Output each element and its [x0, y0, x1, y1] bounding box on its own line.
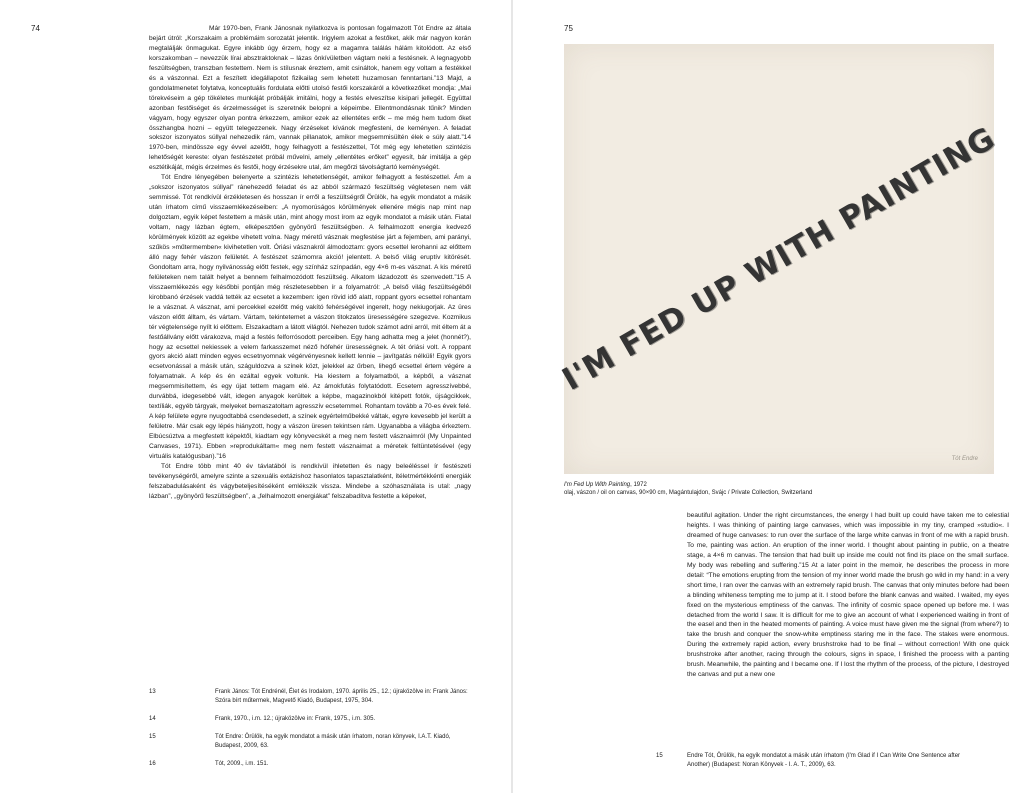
footnote-number: 16 [149, 761, 156, 767]
footnote-number: 15 [149, 734, 156, 740]
left-page [0, 0, 511, 793]
right-page [513, 0, 1024, 793]
footnote-number: 15 [656, 753, 663, 759]
left-body-text [149, 24, 471, 672]
caption-title: I'm Fed Up With Painting [564, 482, 631, 488]
artwork-caption [564, 481, 1004, 497]
footnote-text: Tót Endre: Örülök, ha egyik mondatot a másik után írhatom, noran könyvek, I.A.T. Kiadó, Budapest, 2009, 63. [215, 734, 451, 749]
right-page-number: 75 [564, 24, 573, 33]
footnote [149, 760, 489, 770]
paragraph: Tót Endre lényegében belenyerte a szintézis lehetetlenségét, amikor felhagyott a festészettel. Ám a „sokszor iszonyatos súllyal” ránehezedő feladat és az abból származó feszültség végletesen nem vált semmissé. Tót rendkívül érzékletesen és hosszan ír erről a feszültségről Örülök, ha egyik mondatot a másik után írhatom című visszaemlékezéseiben: „A nyomorúságos körülmények ellenére mégis nap mint nap dolgoztam, egyik képet festettem a másik után, mint ahogy most írom az egyik mondatot a másik után. Fiatal voltam, nagy lázban égtem, elképesztően gyönyörű feszültségben. A felhalmozott energia kedvező körülmények között az egekbe vihetett volna. Nagy méretű vásznak megfestése járt a fejemben, ami parányi, szűkös »műtermemben« kivihetetlen volt. Óriási vásznakról álmodoztam: gyors ecsettel lerohanni az előttem álló nagy fehér vászon felületét. A festészet számomra akció! jelentett. A belső világ eruptív kitörését. Gondoltam arra, hogy nyilvánosság előtt festek, egy színház színpadán, egy 4×6 m-es vásznat. A kis méretű felületeken nem talált helyet a bennem felhalmozódott feszültség. Alkatom lázadozott és szenvedett.”15 A visszaemlékezés egy későbbi pontján még részletesebben ír a folyamatról: „A belső világ feszültségéből kirobbanó érzések vaddá tették az ecsetet a kezemben: igen rövid idő alatt, roppant gyors ecsettel rohantam le a vásznat. A vásznat, ami percekkel ezelőtt még vakító fehérségével ingerelt, hogy nekiugorjak. Az üres vászon előtt álltam, és vártam. Vártam, tekintetemet a vászon titokzatos üresességére szegezve. Kozmikus tér végtelensége nyílt ki előttem. Elszakadtam a látott világtól. Nehezen tudok számot adni arról, mit éltem át a festőállvány előtt várakozva, majd a festés felforrósodott perceiben. Egy hang adhatta meg a jelet (honnét?), hogy az ecsettel nekiessek a velem farkasszemet néző hófehér üresességnek. A tét óriási volt. A roppant gyors akció alatt minden egyes ecsetnyomnak végérvényesnek kellett lennie – javítgatás nélküli! Egyik gyors ecsetvonással a másik után, száguldozva a színek közt, jelekkel az űrben, lihegő ecsettel értem végére a folyamatnak. A kép és én ezáltal egyek voltunk. Ha kiestem a folyamatból, a képből, a vásznat megsemmisítettem, és egy újat tettem magam elé. Az ámokfutás folytatódott. Ecsetem agresszívebbé, durvábbá, idegesebbé vált, idegen anyagok kerültek a képbe, magazinokból kitépett fotók, újságcikkek, textíliák, egyéb tárgyak, melyeket bemaszatoltam agresszív ecsetemmel. Rohantam tovább a 70-es évek felé. A kép felülete egyre nyugodtabbá csendesedett, a színek egyértelműbekké váltak, egyre kevesebb jel került a felületre. Már csak egy lépés hiányzott, hogy a vászon üresen tekintsen rám. Ugyanabba a világba érkeztem. Elbúcsúztva a megfestett képektől, kiadtam egy könyvecskét a meg nem festett vásznaimról (My Unpainted Canvases, 1971). Ebben »reprodukáltam« meg nem festett vásznaimat a méretek feltüntetésével (egy virtuális katalógusban).”16 [149, 174, 471, 460]
artwork-inscription: I'M FED UP WITH PAINTING [556, 120, 1002, 398]
paragraph: Már 1970-ben, Frank Jánosnak nyilatkozva is pontosan fogalmazott Tót Endre az általa bejárt útról: „Korszakaim a problémáim sorozatát jelentik. Irigylem azokat a festőket, akik már nagyon korán megtalálják önmagukat. Egyre inkább úgy érzem, hogy ez a magamra találás hálám kitolódott. Az első korszakomban – nevezzük lírai absztraktoknak – lázas önkívületben vágtam neki a festésnek. A legnagyobb feszültségben, transzban festettem. Nem is stílusnak éreztem, amit csináltok, hanem egy voltam a festékkel és a vászonnal. Ezt a feszített idegállapotot fizikailag sem lehetett huzamosan fenntartani.”13 Majd, a gondolatmenetet folytatva, konceptuális fordulata előtti utolsó festői korszakáról a következőket mondja: „Mai törekvéseim a gép tökéletes munkáját próbálják imitálni, hogy a festés elveszítse kisipari jellegét. Együttal azonban festőiséget és érzelmességet is szeretnék belopni a képeimbe. Ellentmondásnak tűnik? Minden vágyam, hogy egyszer olyan pontra érkezzem, amikor ezek az ellentétes erők – me még hem tudom őket összhangba hozni – együtt telegezzenek. Nagy érzéseket kívánok megfesteni, de keményen. A feladat sokszor iszonyatos súllyal nehezedik rám, vannak pillanatok, amikor megsemmisültén élek e súly alatt.”14 1970-ben, mindössze egy évvel azelőtt, hogy felhagyott a festészettel, Tót még egy lehetetlen szintézis lehetőségét kereste: olyan festészetet próbál művelni, amely „ellentétes erőket” egyesít, bár imitálja a gép esztétikáját, mégis érzelmes és festői, hogy érzésekre utal, ám megőrzi távolságtartó keménységét. [149, 25, 471, 172]
footnote-text: Frank, 1970., i.m. 12.; újraközölve in: Frank, 1975., i.m. 305. [215, 716, 376, 722]
footnote-text: Endre Tót, Örülök, ha egyik mondatot a másik után írhatom (I'm Glad if I Can Write One Sentence after Another) (Budapest: Noran Könyvek - I. A. T., 2009), 63. [687, 753, 961, 768]
footnote [149, 688, 489, 708]
caption-year: , 1972 [630, 482, 647, 488]
paragraph: Tót Endre több mint 40 év távlatából is rendkívül ihletetten és nagy beleéléssel ír festészeti tevékenységéről, amelyre szinte a szexuális extázishoz hasonlatos tapasztalatként, ítéletmértékkénti energiák felszabadulásaként és vágybeteljesítéséként emlékszik vissza. Mindebe a szóhasználata is utal: „nagy lázban”, „gyönyörű feszültségben”, a „felhalmozott energiákat” felszabadítva festette a képeket, [149, 462, 471, 500]
footnote [149, 733, 489, 753]
right-body-text [687, 511, 1009, 767]
footnote [656, 752, 996, 772]
footnote [149, 715, 489, 725]
paragraph: beautiful agitation. Under the right circumstances, the energy I had built up could have taken me to celestial heights. I was thinking of painting large canvases, which was impossible in my tiny, cramped »studio«. I dreamed of huge canvases: to run over the surface of the large white canvas in front of me with a rapid brush. To me, painting was action. An eruption of the inner world. I thought about painting in public, on a theatre stage, a 4×6 m canvas. The tension that had built up inside me could not find its place on the small surface. My body was rebelling and suffering.”15 At a later point in the memoir, he describes the process in more detail: “The emotions erupting from the tension of my inner world made the brush go wild in my hand: in a very short time, I ran over the canvas with an extremely rapid brush. The canvas that only minutes before had been a blinding whiteness tempting me to jump at it. I stood before the blank canvas and waited. I waited, my eyes fixed on the mysterious emptiness of the canvas. The infinity of cosmic space opened up before me. I was detached from the world I saw. It is difficult for me to give an account of what I experienced waiting in front of the easel and then in the heated moments of painting. A voice must have given me the signal (from where?) to take the brush and conquer the snow-white emptiness staring me in the face. The stakes were enormous. During the extremely rapid action, every brushstroke had to be final – without correction! With one quick brushstroke after another, racing through the colours, signs in space, I finished the process with a panting brush. Meanwhile, the painting and I became one. If I lost the rhythm of the process, of the picture, I destroyed the canvas and put a new one [687, 512, 1009, 679]
footnote-number: 13 [149, 689, 156, 695]
artwork-image [556, 44, 1002, 474]
footnote-text: Tót, 2009., i.m. 151. [215, 761, 269, 767]
caption-details: olaj, vászon / oil on canvas, 90×90 cm, Magántulajdon, Svájc / Private Collection, Switzerland [564, 490, 813, 496]
footnote-number: 14 [149, 716, 156, 722]
artwork-signature: Tót Endre [951, 456, 978, 462]
footnote-text: Frank János: Tót Endrénél, Élet és Irodalom, 1970. április 25., 12.; újraközölve in: Frank János: Szóra bírt műtermek, Magvető Kiadó, Budapest, 1975, 304. [215, 689, 468, 704]
left-page-number: 74 [31, 24, 40, 33]
